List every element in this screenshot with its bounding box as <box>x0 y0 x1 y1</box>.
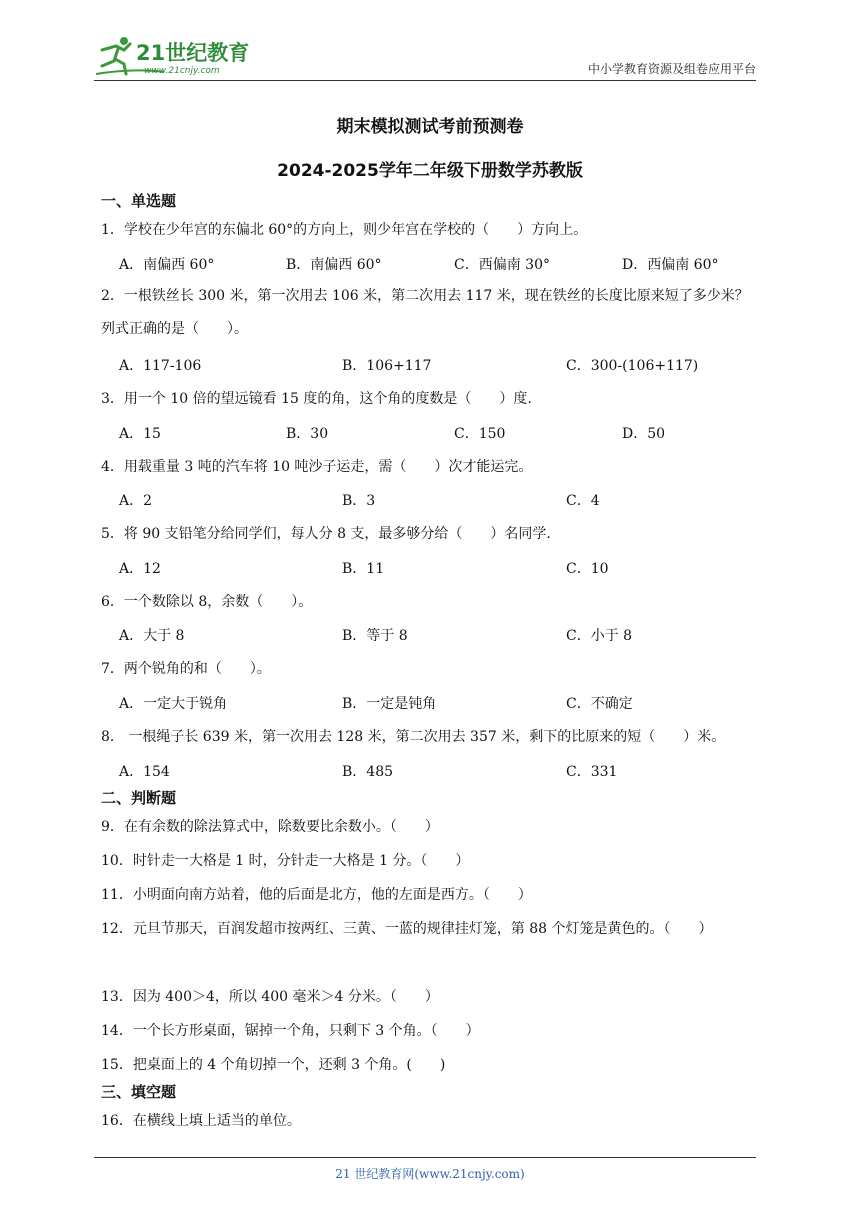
option-a: A．154 <box>119 764 170 780</box>
question-5-options <box>119 558 759 578</box>
option-d: D．50 <box>622 426 666 442</box>
question-3: 3．用一个 10 倍的望远镜看 15 度的角，这个角的度数是（ ）度. <box>101 391 532 407</box>
option-b: B．3 <box>342 493 376 509</box>
option-c: C．331 <box>566 764 618 780</box>
logo-url: www.21cnjy.com <box>144 66 220 76</box>
option-a: A．117-106 <box>119 358 202 374</box>
section-heading: 二、判断题 <box>101 789 177 807</box>
logo <box>94 34 264 78</box>
option-c: C．西偏南 30° <box>454 257 550 273</box>
option-a: A．一定大于锐角 <box>119 696 228 712</box>
logo-text: 21世纪教育 <box>136 41 250 65</box>
header-divider <box>94 80 756 81</box>
option-b: B．485 <box>342 764 394 780</box>
option-a: A．2 <box>119 493 153 509</box>
option-a: A．15 <box>119 426 161 442</box>
question-2: 2．一根铁丝长 300 米，第一次用去 106 米，第二次用去 117 米，现在铁丝的长度比原来短了多少米？列式正确的是（ ）。 <box>101 288 749 337</box>
section-heading: 三、填空题 <box>101 1083 177 1101</box>
option-c: C．150 <box>454 426 506 442</box>
section-heading: 一、单选题 <box>101 192 177 210</box>
option-b: B．等于 8 <box>342 628 408 644</box>
footer-link[interactable]: 21 世纪教育网(www.21cnjy.com) <box>335 1167 525 1181</box>
question-10: 10．时针走一大格是 1 时，分针走一大格是 1 分。（ ） <box>101 853 470 869</box>
option-c: C．小于 8 <box>566 628 633 644</box>
option-a: A．大于 8 <box>119 628 185 644</box>
question-8: 8． 一根绳子长 639 米，第一次用去 128 米，第二次用去 357 米，剩下的比原来的短（ ）米。 <box>101 729 726 745</box>
question-8-options <box>119 761 759 781</box>
question-3-options <box>119 423 759 443</box>
footer-divider <box>94 1157 756 1158</box>
question-11: 11．小明面向南方站着，他的后面是北方，他的左面是西方。（ ） <box>101 887 532 903</box>
page-subtitle: 2024-2025学年二年级下册数学苏教版 <box>277 161 583 181</box>
option-b: B．11 <box>342 561 385 577</box>
option-b: B．一定是钝角 <box>342 696 437 712</box>
question-4: 4．用载重量 3 吨的汽车将 10 吨沙子运走，需（ ）次才能运完。 <box>101 459 533 475</box>
question-16: 16．在横线上填上适当的单位。 <box>101 1113 301 1129</box>
page-header <box>94 34 756 80</box>
question-1: 1．学校在少年宫的东偏北 60°的方向上，则少年宫在学校的（ ）方向上。 <box>101 222 588 238</box>
question-4-options <box>119 490 759 510</box>
question-2-options <box>119 355 759 375</box>
option-a: A．南偏西 60° <box>119 257 215 273</box>
option-b: B．106+117 <box>342 358 432 374</box>
question-7: 7．两个锐角的和（ ）。 <box>101 661 271 677</box>
option-c: C．300-(106+117) <box>566 358 699 374</box>
option-b: B．南偏西 60° <box>286 257 382 273</box>
question-5: 5．将 90 支铅笔分给同学们，每人分 8 支，最多够分给（ ）名同学. <box>101 526 551 542</box>
option-c: C．不确定 <box>566 696 633 712</box>
option-d: D．西偏南 60° <box>622 257 719 273</box>
question-6: 6．一个数除以 8，余数（ ）。 <box>101 594 313 610</box>
question-6-options <box>119 625 759 645</box>
platform-label: 中小学教育资源及组卷应用平台 <box>587 62 756 76</box>
option-a: A．12 <box>119 561 161 577</box>
question-9: 9．在有余数的除法算式中，除数要比余数小。（ ） <box>101 819 439 835</box>
question-13: 13．因为 400＞4，所以 400 毫米＞4 分米。（ ） <box>101 989 439 1005</box>
option-c: C．4 <box>566 493 600 509</box>
question-1-options <box>119 254 759 274</box>
page-title: 期末模拟测试考前预测卷 <box>336 117 524 137</box>
option-b: B．30 <box>286 426 329 442</box>
question-14: 14．一个长方形桌面，锯掉一个角，只剩下 3 个角。（ ） <box>101 1023 480 1039</box>
option-c: C．10 <box>566 561 609 577</box>
question-15: 15．把桌面上的 4 个角切掉一个，还剩 3 个角。( ) <box>101 1057 446 1073</box>
question-12: 12．元旦节那天，百润发超市按两红、三黄、一蓝的规律挂灯笼，第 88 个灯笼是黄色的。（ ） <box>101 921 713 937</box>
question-7-options <box>119 693 759 713</box>
